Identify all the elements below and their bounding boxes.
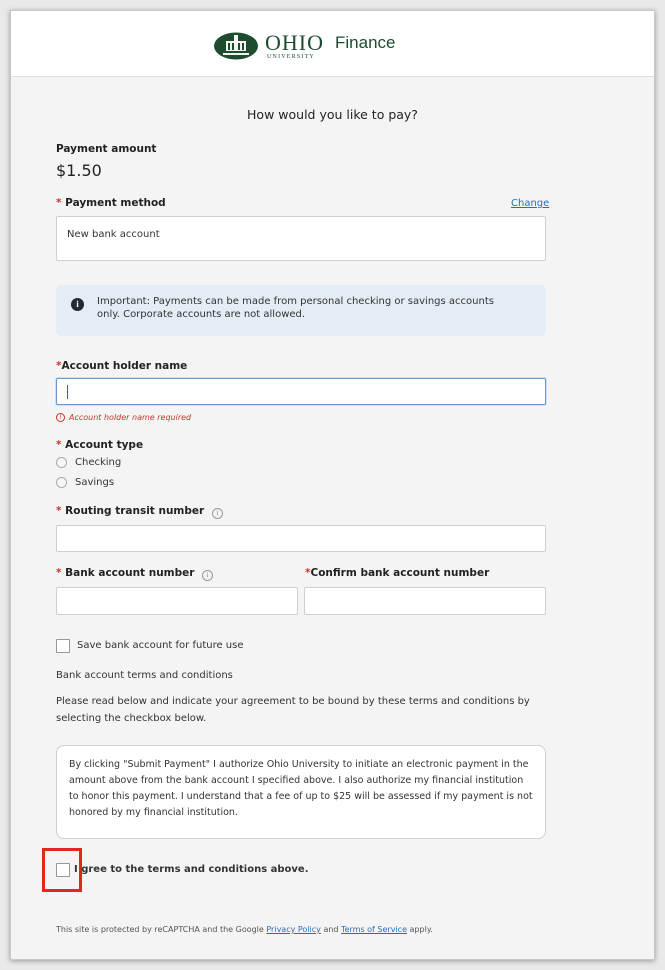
logo-subtext: UNIVERSITY [267, 54, 315, 60]
terms-body: By clicking "Submit Payment" I authorize Ohio University to initiate an electronic payment in the amount above from the bank account I specified above. I also authorize my financial institution to honor this payment. I understand that a fee of up to $25 will be assessed if my payment is not honored by my financial institution. [69, 759, 533, 818]
confirm-account-input[interactable] [304, 587, 546, 615]
terms-box [56, 745, 546, 839]
radio-savings[interactable] [56, 477, 114, 488]
terms-instructions: Please read below and indicate your agreement to be bound by these terms and conditions by selecting the checkbox below. [56, 696, 530, 724]
required-marker: * [56, 197, 62, 209]
account-number-label [56, 567, 213, 581]
terms-of-service-link[interactable]: Terms of Service [341, 925, 407, 934]
footer-suffix: apply. [409, 925, 433, 934]
required-marker: * [56, 360, 62, 372]
agree-prefix: I [74, 864, 78, 875]
required-marker: * [305, 567, 311, 579]
radio-circle[interactable] [56, 457, 67, 468]
routing-number-input[interactable] [56, 525, 546, 552]
site-header [11, 11, 654, 77]
footer-and: and [323, 925, 339, 934]
payment-amount-label: Payment amount [56, 143, 157, 155]
university-seal-icon [213, 31, 259, 61]
account-type-label-text: Account type [65, 439, 144, 451]
payment-method-label-text: Payment method [65, 197, 166, 209]
save-account-label: Save bank account for future use [77, 640, 244, 651]
account-number-help-icon[interactable]: i [202, 570, 213, 581]
radio-checking[interactable] [56, 457, 121, 468]
confirm-account-label-text: Confirm bank account number [310, 567, 490, 579]
recaptcha-footer [56, 925, 433, 934]
agree-rest: gree to the terms and conditions above. [81, 864, 309, 875]
routing-help-icon[interactable]: i [212, 508, 223, 519]
privacy-policy-link[interactable]: Privacy Policy [266, 925, 321, 934]
account-type-label [56, 439, 143, 451]
info-icon: i [71, 298, 84, 311]
account-holder-label [56, 360, 187, 372]
required-marker: * [56, 505, 62, 517]
payment-method-label [56, 197, 166, 209]
important-notice [56, 285, 546, 336]
footer-prefix: This site is protected by reCAPTCHA and the Google [56, 925, 264, 934]
account-holder-input[interactable] [56, 378, 546, 405]
text-cursor [67, 385, 68, 399]
agree-terms-checkbox[interactable] [56, 863, 70, 877]
radio-circle[interactable] [56, 477, 67, 488]
change-method-link[interactable]: Change [511, 198, 550, 209]
radio-savings-label: Savings [75, 477, 115, 488]
confirm-account-label [305, 567, 489, 579]
payment-method-select[interactable] [56, 216, 546, 261]
payment-method-value: New bank account [67, 229, 160, 240]
payment-window [10, 10, 655, 960]
save-account-option[interactable] [56, 637, 244, 654]
account-number-label-text: Bank account number [65, 567, 195, 579]
radio-checking-label: Checking [75, 457, 122, 468]
agree-terms-label [74, 861, 309, 878]
notice-text: Important: Payments can be made from personal checking or savings accounts only. Corporate accounts are not allowed. [97, 296, 494, 320]
save-account-checkbox[interactable] [56, 639, 70, 653]
error-icon: ! [56, 413, 65, 422]
account-number-input[interactable] [56, 587, 298, 615]
logo-text: OHIO [265, 30, 324, 55]
routing-label-text: Routing transit number [65, 505, 205, 517]
required-marker: * [56, 439, 62, 451]
app-name: Finance [335, 33, 396, 52]
account-holder-error-text: Account holder name required [69, 413, 192, 422]
account-holder-error [56, 413, 191, 422]
terms-title: Bank account terms and conditions [56, 670, 233, 681]
account-holder-label-text: Account holder name [61, 360, 188, 372]
ohio-wordmark [265, 31, 327, 61]
routing-label [56, 505, 223, 519]
payment-amount-value: $1.50 [56, 161, 102, 180]
ohio-finance-logo [213, 31, 395, 61]
required-marker: * [56, 567, 62, 579]
page-heading: How would you like to pay? [247, 107, 418, 122]
